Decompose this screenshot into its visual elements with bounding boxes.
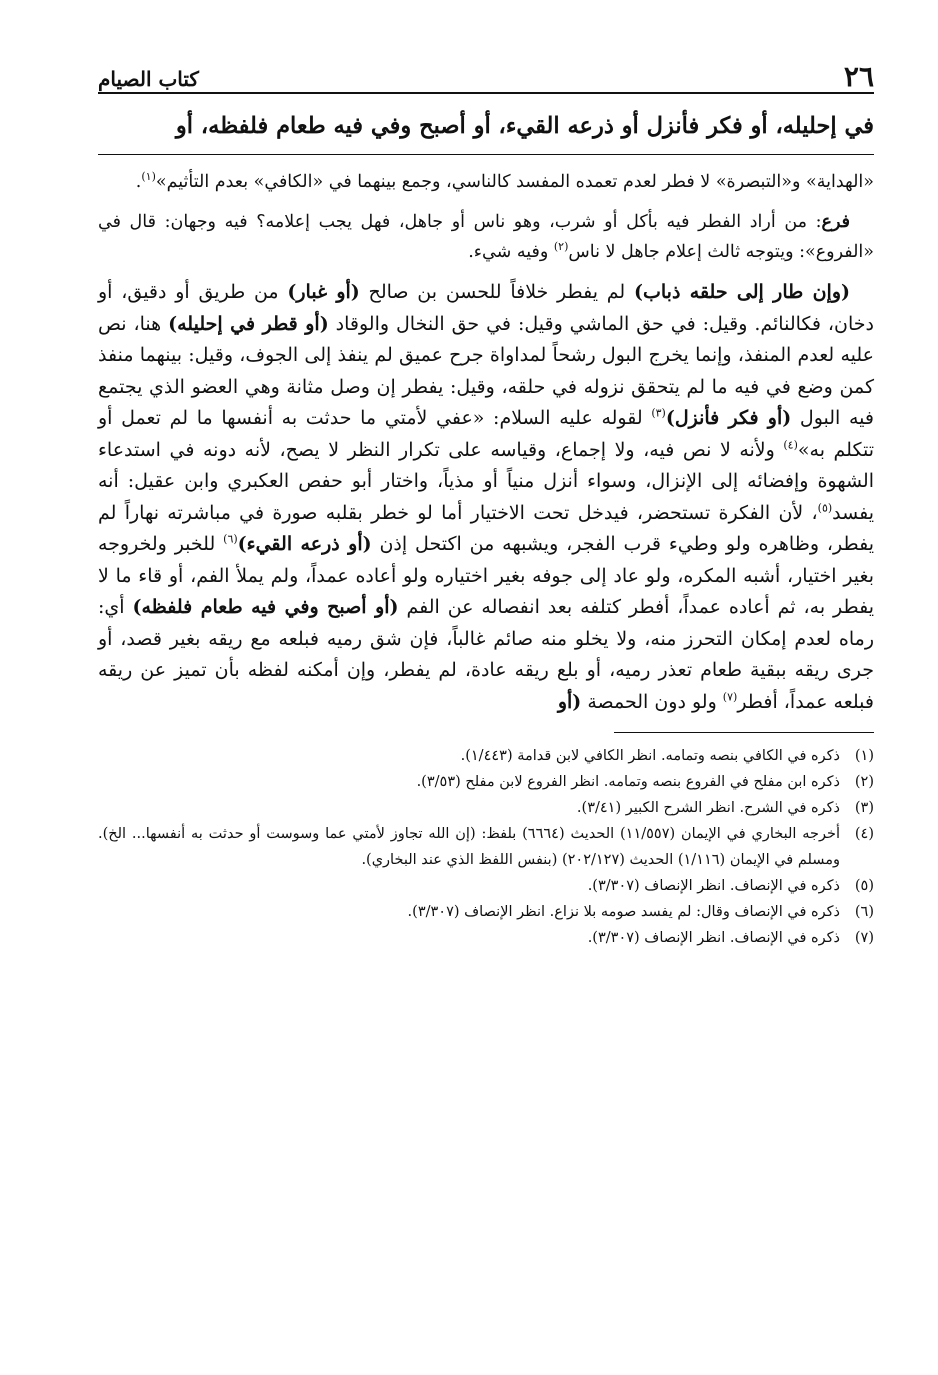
sharh-text: من طريق أو دقيق، أو دخان، فكالنائم. وقيل: في حق الماشي وقيل: في حق النخال والوقاد	[98, 281, 874, 335]
footnote-text: ذكره في الإنصاف. انظر الإنصاف (٣/٣٠٧).	[587, 930, 840, 946]
matn-line: في إحليله، أو فكر فأنزل أو ذرعه القيء، أو أصبح وفي فيه طعام فلفظه، أو	[98, 106, 874, 155]
footnote-number: (٧)	[854, 930, 874, 946]
sharh-text: أي: رماه لعدم إمكان التحرز منه، ولا يخلو منه صائم غالباً، فإن شق رميه فبلعه مع ريقه بغير قصد، أو جرى ريقه ببقية طعام تعذر رميه، أو بلع ريقه عادة، لم يفطر، وإن أمكنه لفظه بأن تميز عن ريقه فبلعه عمداً، أفطر	[98, 596, 874, 713]
matn-phrase: (أو فكر فأنزل)	[665, 407, 792, 429]
sharh-text: ولأنه لا نص فيه، ولا إجماع، وقياسه على تكرار النظر لا يصح، لأنه دونه في استدعاء الشهوة وإفضائه إلى الإنزال، وسواء أنزل منياً أو مذياً، واختار أبو حفص العكبري وابن عقيل: أنه يفسد	[98, 438, 874, 524]
footnote	[98, 743, 874, 769]
footnote-separator	[614, 732, 874, 733]
footnote-text: ذكره في الإنصاف. انظر الإنصاف (٣/٣٠٧).	[587, 878, 840, 894]
matn-phrase: (أو ذرعه القيء)	[237, 533, 372, 555]
footnote-text: ذكره في الإنصاف وقال: لم يفسد صومه بلا نزاع. انظر الإنصاف (٣/٣٠٧).	[407, 904, 840, 920]
footnote-text: ذكره في الشرح. انظر الشرح الكبير (٣/٤١).	[576, 800, 840, 816]
subheading-label: فرع	[821, 212, 850, 232]
matn-phrase: (أو غبار)	[287, 281, 360, 303]
footnote-ref: (٦)	[223, 532, 238, 546]
footnotes-list	[98, 743, 874, 951]
matn-phrase: (أو	[557, 690, 582, 713]
commentary-text: .	[135, 172, 142, 192]
footnote	[98, 925, 874, 951]
footnote-number: (٥)	[854, 878, 874, 894]
footnote-ref: (١)	[141, 170, 156, 184]
footnote-ref: (٥)	[817, 501, 833, 515]
footnote-number: (٦)	[854, 904, 874, 920]
commentary-text: «الهداية» و«التبصرة» لا فطر لعدم تعمده المفسد كالناسي، وجمع بينهما في «الكافي» بعدم التأثيم»	[155, 172, 874, 192]
commentary-paragraph	[98, 207, 874, 267]
matn-phrase: (أو قطر في إحليله)	[168, 312, 329, 335]
matn-phrase: (وإن طار إلى حلقه ذباب)	[634, 281, 850, 303]
commentary-text: وفيه شيء.	[468, 242, 554, 262]
footnote-text: ذكره ابن مفلح في الفروع بنصه وتمامه. انظر الفروع لابن مفلح (٣/٥٣).	[416, 774, 840, 790]
footnote-ref: (٤)	[783, 438, 798, 452]
footnote	[98, 821, 874, 873]
footnote-number: (٤)	[854, 826, 874, 842]
commentary-block	[98, 167, 874, 267]
book-page	[98, 58, 874, 1348]
sharh-text: هنا، نص عليه لعدم المنفذ، وإنما يخرج البول رشحاً لمداواة جرح عميق لم ينفذ إلى الجوف، وقيل: بينهما منفذ كمن وضع في فيه ما لم يتحقق نزوله في حلقه، وقيل: يفطر إن وصل مثانة وهي العضو الذي يجتمع فيه البول	[98, 312, 874, 429]
page-number: ٢٦	[843, 60, 874, 93]
footnote-number: (٣)	[854, 800, 874, 816]
main-paragraph	[98, 277, 874, 718]
sharh-text: ، لأن الفكرة تستحضر، فيدخل تحت الاختيار أما لو خطر بقلبه صورة في مباشرته نهاراً لم يفطر، وظاهره ولو وطيء قرب الفجر، ويشبهه من اكتحل إذن	[98, 501, 874, 555]
footnote	[98, 769, 874, 795]
sharh-text: لم يفطر خلافاً للحسن بن صالح	[359, 281, 634, 303]
footnote-number: (١)	[854, 748, 874, 764]
running-title: كتاب الصيام	[98, 67, 199, 91]
commentary-text: : من أراد الفطر فيه بأكل أو شرب، وهو ناس أو جاهل، فهل يجب إعلامه؟ فيه وجهان: قال في «الفروع»: ويتوجه ثالث إعلام جاهل لا ناس	[98, 212, 874, 262]
footnote-text: أخرجه البخاري في الإيمان (١١/٥٥٧) الحديث (٦٦٦٤) بلفظ: (إن الله تجاوز لأمتي عما وسوست أو حدثت به أنفسها... الخ). ومسلم في الإيمان (١/١١٦) الحديث (٢٠٢/١٢٧) (بنفس اللفظ الذي عند البخاري).	[98, 826, 840, 868]
footnote-ref: (٢)	[553, 240, 569, 254]
footnote-text: ذكره في الكافي بنصه وتمامه. انظر الكافي لابن قدامة (١/٤٤٣).	[460, 748, 840, 764]
footnote-ref: (٣)	[651, 406, 666, 420]
footnote-number: (٢)	[854, 774, 874, 790]
footnote-ref: (٧)	[722, 690, 738, 704]
sharh-text: لقوله عليه السلام: «عفي لأمتي ما حدثت به أنفسها ما لم تعمل أو تتكلم به»	[98, 407, 874, 461]
main-text	[98, 277, 874, 718]
page-header	[98, 58, 874, 94]
footnote	[98, 873, 874, 899]
matn-phrase: (أو أصبح وفي فيه طعام فلفظه)	[132, 596, 399, 618]
footnote	[98, 899, 874, 925]
sharh-text: ولو دون الحمصة	[581, 690, 723, 713]
commentary-paragraph	[98, 167, 874, 197]
sharh-text: للخبر ولخروجه بغير اختيار، أشبه المكره، ولو عاد إلى جوفه بغير اختياره ولو أعاده عمداً، ولم يملأ الفم، أو قاء ما لا يفطر به، ثم أعاده عمداً، أفطر كتلفه بعد انفصاله عن الفم	[98, 533, 874, 618]
footnote	[98, 795, 874, 821]
